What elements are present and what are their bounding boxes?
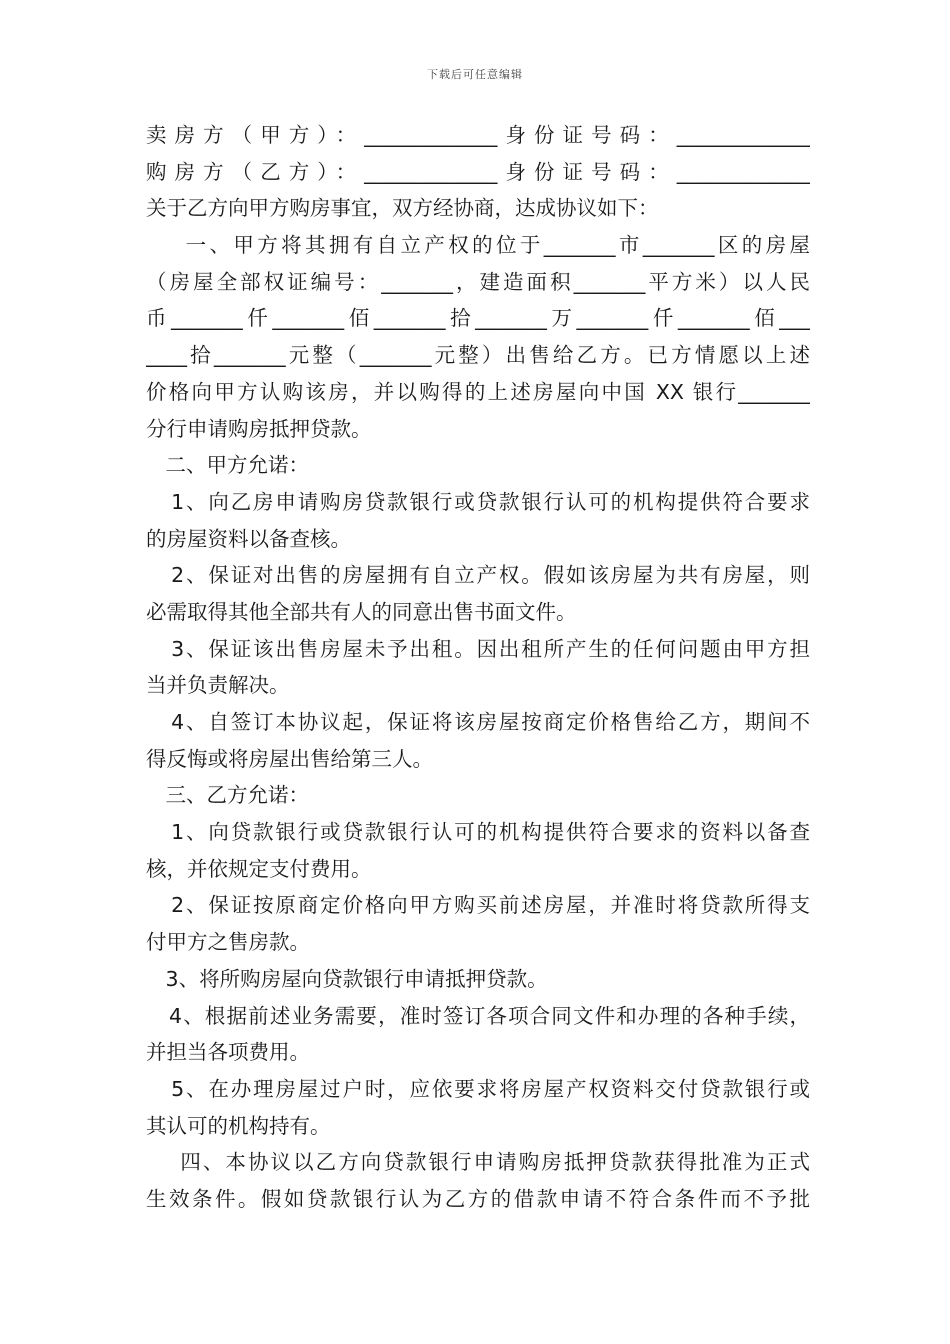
text-line: 3、将所购房屋向贷款银行申请抵押贷款。 xyxy=(146,966,548,991)
text-line: 核，并依规定支付费用。 xyxy=(146,856,372,881)
text-line: （房屋全部权证编号：_______，建造面积_______平方米）以人民 xyxy=(146,269,810,294)
text-line: 4、根据前述业务需要，准时签订各项合同文件和办理的各种手续， xyxy=(146,1003,810,1028)
text-line: 1、向乙房申请购房贷款银行或贷款银行认可的机构提供符合要求 xyxy=(146,489,810,514)
text-line: 5、在办理房屋过户时，应依要求将房屋产权资料交付贷款银行或 xyxy=(146,1076,810,1101)
text-line: 3、保证该出售房屋未予出租。因出租所产生的任何问题由甲方担 xyxy=(146,636,810,661)
text-line: 得反悔或将房屋出售给第三人。 xyxy=(146,746,433,771)
text-line: 关于乙方向甲方购房事宜，双方经协商，达成协议如下： xyxy=(146,196,659,221)
text-line: 币_______仟_______佰_______拾_______万_______仟_______佰___ xyxy=(146,306,810,331)
text-line: 卖房方（甲方）：_____________身份证号码：_____________ xyxy=(146,123,810,147)
text-line: 当并负责解决。 xyxy=(146,673,290,698)
text-line: 并担当各项费用。 xyxy=(146,1040,310,1065)
text-line: 其认可的机构持有。 xyxy=(146,1113,331,1138)
document-body xyxy=(146,117,810,1218)
text-line: 四、本协议以乙方向贷款银行申请购房抵押贷款获得批准为正式 xyxy=(146,1150,810,1175)
text-line: 购房方（乙方）：_____________身份证号码：_____________ xyxy=(146,159,810,184)
page-header: 下载后可任意编辑 xyxy=(427,68,523,81)
text-line: 的房屋资料以备查核。 xyxy=(146,526,351,551)
text-line: 生效条件。假如贷款银行认为乙方的借款申请不符合条件而不予批 xyxy=(146,1186,810,1211)
text-line: 二、甲方允诺： xyxy=(146,453,310,478)
text-line: 分行申请购房抵押贷款。 xyxy=(146,416,372,441)
text-line: 一、甲方将其拥有自立产权的位于_______市_______区的房屋 xyxy=(146,233,810,258)
text-line: 2、保证对出售的房屋拥有自立产权。假如该房屋为共有房屋，则 xyxy=(146,563,810,588)
text-line: ____拾_______元整（_______元整）出售给乙方。已方情愿以上述 xyxy=(146,343,810,368)
text-line: 2、保证按原商定价格向甲方购买前述房屋，并准时将贷款所得支 xyxy=(146,893,810,918)
text-line: 价格向甲方认购该房，并以购得的上述房屋向中国 XX 银行_______ xyxy=(146,379,810,404)
text-line: 1、向贷款银行或贷款银行认可的机构提供符合要求的资料以备查 xyxy=(146,820,810,845)
text-line: 付甲方之售房款。 xyxy=(146,930,310,955)
text-line: 三、乙方允诺： xyxy=(146,783,310,808)
text-line: 4、自签订本协议起，保证将该房屋按商定价格售给乙方，期间不 xyxy=(146,710,810,734)
text-line: 必需取得其他全部共有人的同意出售书面文件。 xyxy=(146,599,577,624)
